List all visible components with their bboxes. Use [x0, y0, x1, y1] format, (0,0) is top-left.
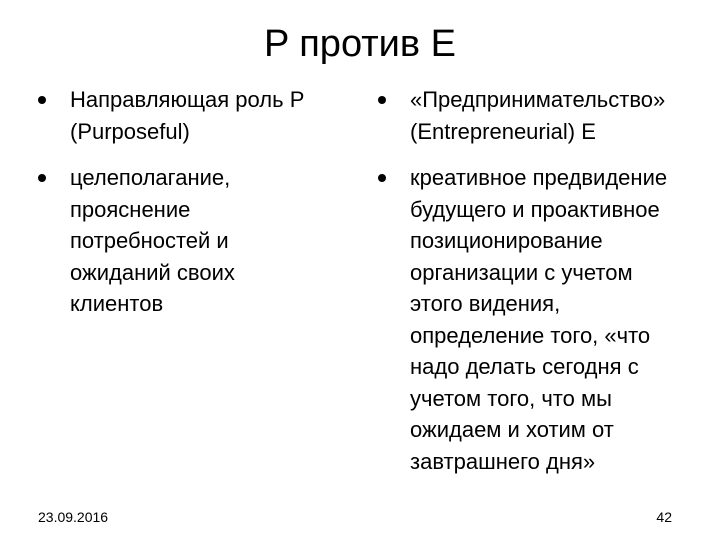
bullet-item [378, 162, 698, 477]
bullet-text-line: ожидаем и хотим от [410, 417, 614, 442]
bullet-text-line: целеполагание, [70, 165, 231, 190]
bullet-text-line: прояснение [70, 196, 191, 222]
right-column [378, 84, 698, 492]
footer-date: 23.09.2016 [38, 509, 109, 525]
bullet-text-line: учетом того, что мы [410, 385, 612, 411]
bullet-text-line: надо делать сегодня с [410, 354, 639, 379]
bullet-text-line: клиентов [70, 291, 164, 316]
bullet-text-line: определение того, «что [410, 322, 651, 348]
slide-title: P против E [264, 23, 456, 65]
bullet-text-line: этого видения, [410, 291, 561, 316]
bullet-dot-icon [378, 96, 386, 104]
bullet-text-line: креативное предвидение [410, 165, 668, 190]
bullet-text-line: (Entrepreneurial) E [410, 118, 596, 144]
bullet-dot-icon [378, 174, 386, 182]
bullet-dot-icon [38, 174, 46, 182]
bullet-text-line: позиционирование [410, 228, 603, 253]
bullet-text-line: Направляющая роль P [70, 87, 305, 112]
bullet-item [378, 84, 698, 147]
bullet-item [38, 162, 338, 320]
page-number: 42 [656, 509, 672, 525]
bullet-item [38, 84, 338, 147]
bullet-text-line: завтрашнего дня» [410, 448, 596, 474]
left-column [38, 84, 338, 335]
bullet-text-line: ожиданий своих [70, 259, 235, 285]
bullet-text-line: потребностей и [70, 228, 229, 253]
bullet-dot-icon [38, 96, 46, 104]
bullet-text-line: организации с учетом [410, 259, 633, 285]
bullet-text-line: будущего и проактивное [410, 196, 660, 222]
bullet-text-line: (Purposeful) [70, 118, 190, 144]
bullet-text-line: «Предпринимательство» [410, 87, 666, 112]
